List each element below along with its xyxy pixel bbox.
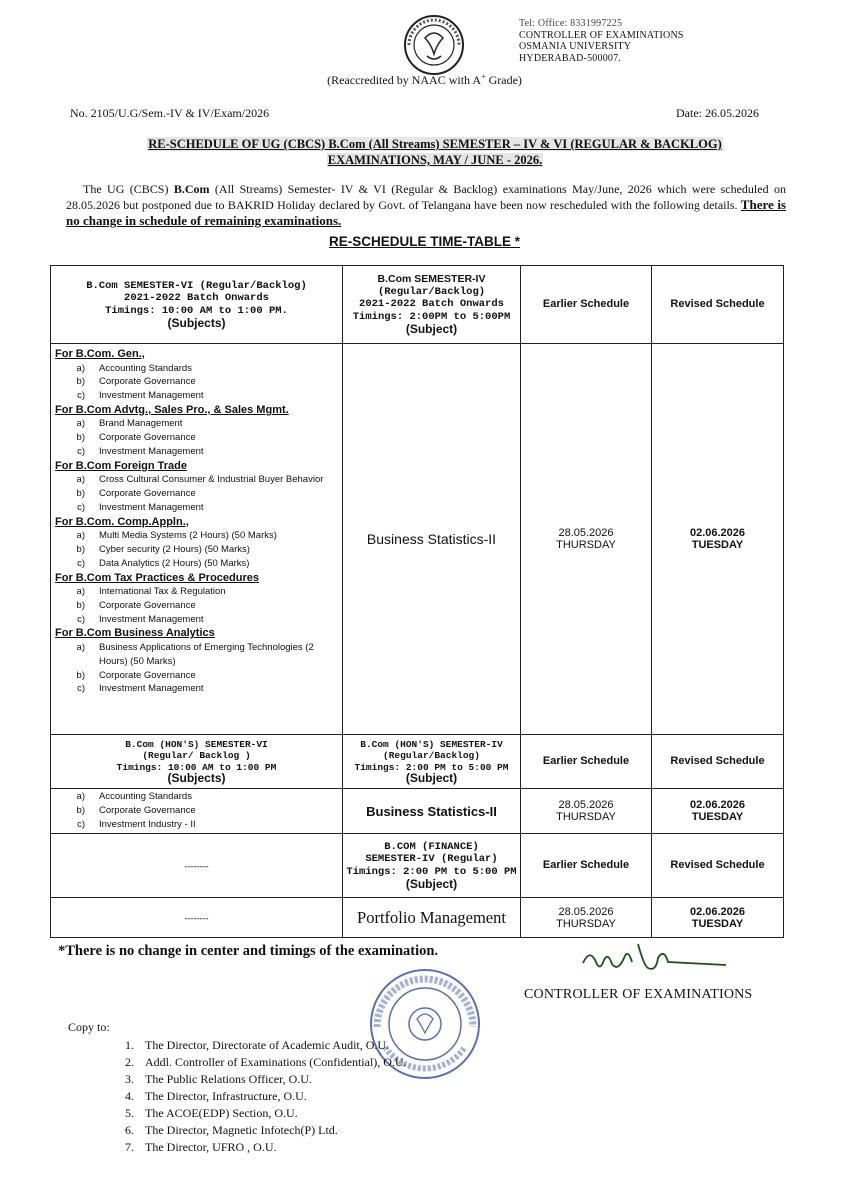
copy-to-item: 1. The Director, Directorate of Academic Audit, O.U. <box>125 1038 390 1052</box>
office-line: CONTROLLER OF EXAMINATIONS <box>519 29 684 41</box>
subject-cell: Business Statistics-II <box>343 344 521 735</box>
subject-item: c) Investment Management <box>77 683 204 695</box>
subject-item: b) Corporate Governance <box>76 488 196 500</box>
subject-item: c) Investment Management <box>77 445 204 457</box>
office-line: OSMANIA UNIVERSITY <box>519 41 632 52</box>
revised-date-cell: 02.06.2026 TUESDAY <box>652 789 784 834</box>
subject-item: c) Investment Industry - II <box>77 818 196 830</box>
hons-sem-vi-header: B.Com (HON'S) SEMESTER-VI (Regular/ Backlog ) Timings: 10:00 AM to 1:00 PM (Subjects) <box>51 735 343 789</box>
hons-sem-iv-header: B.Com (HON'S) SEMESTER-IV (Regular/Backlog) Timings: 2:00 PM to 5:00 PM (Subject) <box>343 735 521 789</box>
subject-item: c) Investment Management <box>77 501 204 513</box>
revised-date-cell: 02.06.2026 TUESDAY <box>652 344 784 735</box>
sem-vi-subject-list <box>51 344 343 735</box>
signature-image <box>578 938 728 978</box>
revised-date-cell: 02.06.2026 TUESDAY <box>652 898 784 938</box>
title-line-1: RE-SCHEDULE OF UG (CBCS) B.Com (All Streams) SEMESTER – IV & VI (REGULAR & BACKLOG) <box>148 137 722 151</box>
subject-item: a) Multi Media Systems (2 Hours) (50 Marks) <box>76 530 277 542</box>
finance-sem-iv-header: B.COM (FINANCE) SEMESTER-IV (Regular) Timings: 2:00 PM to 5:00 PM (Subject) <box>343 834 521 898</box>
copy-to-item: 3. The Public Relations Officer, O.U. <box>125 1072 312 1086</box>
subject-item: b) Cyber security (2 Hours) (50 Marks) <box>76 543 250 555</box>
revised-schedule-header: Revised Schedule <box>652 266 784 344</box>
revised-schedule-header: Revised Schedule <box>652 834 784 898</box>
subject-item: a) Accounting Standards <box>76 791 192 802</box>
table-row <box>51 344 784 735</box>
stream-group-title: For B.Com. Comp.Appln., <box>55 515 189 528</box>
stream-group-title: For B.Com Tax Practices & Procedures <box>55 571 259 584</box>
table-header-row <box>51 266 784 344</box>
copy-to-item: 7. The Director, UFRO , O.U. <box>125 1140 277 1154</box>
subject-item: a) Brand Management <box>76 418 183 430</box>
earlier-schedule-header: Earlier Schedule <box>521 735 652 789</box>
subject-item: c) Data Analytics (2 Hours) (50 Marks) <box>77 557 250 569</box>
copy-to-item: 6. The Director, Magnetic Infotech(P) Ltd. <box>125 1123 338 1137</box>
revised-schedule-header: Revised Schedule <box>652 735 784 789</box>
footnote: *There is no change in center and timings of the examination. <box>58 943 439 959</box>
subject-item: a) Cross Cultural Consumer & Industrial Buyer Behavior <box>76 474 324 486</box>
empty-cell: -------- <box>51 898 343 938</box>
table-header-row <box>51 735 784 789</box>
earlier-schedule-header: Earlier Schedule <box>521 834 652 898</box>
notice-paragraph: The UG (CBCS) B.Com (All Streams) Semester- IV & VI (Regular & Backlog) examinations May/June, 2026 which were scheduled on 28.05.2026 but postponed due to BAKRID Holiday declared by Govt. of Telangana have been now rescheduled with the following details. There is no change in schedule of remaining examinations. <box>66 182 786 228</box>
office-phone: Tel: Office: 8331997225 <box>519 18 623 29</box>
subject-cell: Portfolio Management <box>343 898 521 938</box>
subject-item: b) Corporate Governance <box>76 804 196 816</box>
subject-item: b) Corporate Governance <box>76 376 196 388</box>
stream-group-title: For B.Com Advtg., Sales Pro., & Sales Mgmt. <box>55 403 289 416</box>
earlier-date-cell: 28.05.2026 THURSDAY <box>521 898 652 938</box>
copy-to-item: 4. The Director, Infrastructure, O.U. <box>125 1089 307 1103</box>
reaccreditation-note: (Reaccredited by NAAC with A+ Grade) <box>327 72 522 87</box>
subject-item: a) Business Applications of Emerging Technologies (2 Hours) (50 Marks) <box>76 641 314 667</box>
notice-title <box>107 136 763 168</box>
earlier-schedule-header: Earlier Schedule <box>521 266 652 344</box>
sem-iv-header: B.Com SEMESTER-IV (Regular/Backlog) 2021-2022 Batch Onwards Timings: 2:00PM to 5:00PM (Subject) <box>343 266 521 344</box>
copy-to-label: Copy to: <box>68 1020 110 1034</box>
no-change-note: There is no change in schedule of remaining examinations. <box>66 197 786 228</box>
stream-group-title: For B.Com Foreign Trade <box>55 459 188 472</box>
subject-cell: Business Statistics-II <box>343 789 521 834</box>
subject-item: b) Corporate Governance <box>76 669 196 681</box>
reschedule-table <box>50 265 784 938</box>
subject-item: b) Corporate Governance <box>76 599 196 611</box>
reference-number: No. 2105/U.G/Sem.-IV & IV/Exam/2026 <box>70 106 270 120</box>
earlier-date-cell: 28.05.2026 THURSDAY <box>521 789 652 834</box>
table-row <box>51 898 784 938</box>
table-header-row <box>51 834 784 898</box>
copy-to-list <box>112 1037 407 1156</box>
signatory-title: CONTROLLER OF EXAMINATIONS <box>524 987 753 1002</box>
earlier-date-cell: 28.05.2026 THURSDAY <box>521 344 652 735</box>
subject-item: c) Investment Management <box>77 613 204 625</box>
university-logo <box>403 14 465 76</box>
office-address <box>519 18 684 64</box>
table-row <box>51 789 784 834</box>
subject-item: a) International Tax & Regulation <box>76 586 226 598</box>
copy-to-item: 2. Addl. Controller of Examinations (Confidential), O.U. <box>125 1055 407 1069</box>
copy-to-item: 5. The ACOE(EDP) Section, O.U. <box>125 1106 298 1120</box>
timetable-heading: RE-SCHEDULE TIME-TABLE * <box>329 234 520 249</box>
subject-item: c) Investment Management <box>77 390 204 402</box>
empty-cell: -------- <box>51 834 343 898</box>
subject-item: a) Accounting Standards <box>76 362 192 374</box>
stream-group-title: For B.Com Business Analytics <box>55 627 215 640</box>
stream-group-title: For B.Com. Gen., <box>55 348 145 360</box>
office-line: HYDERABAD-500007. <box>519 52 622 64</box>
sem-vi-header: B.Com SEMESTER-VI (Regular/Backlog) 2021-2022 Batch Onwards Timings: 10:00 AM to 1:00 PM. (Subjects) <box>51 266 343 344</box>
subject-item: b) Corporate Governance <box>76 432 196 444</box>
title-line-2: EXAMINATIONS, MAY / JUNE - 2026. <box>327 153 543 167</box>
notice-date: Date: 26.05.2026 <box>676 106 759 120</box>
hons-subject-list <box>51 789 343 834</box>
